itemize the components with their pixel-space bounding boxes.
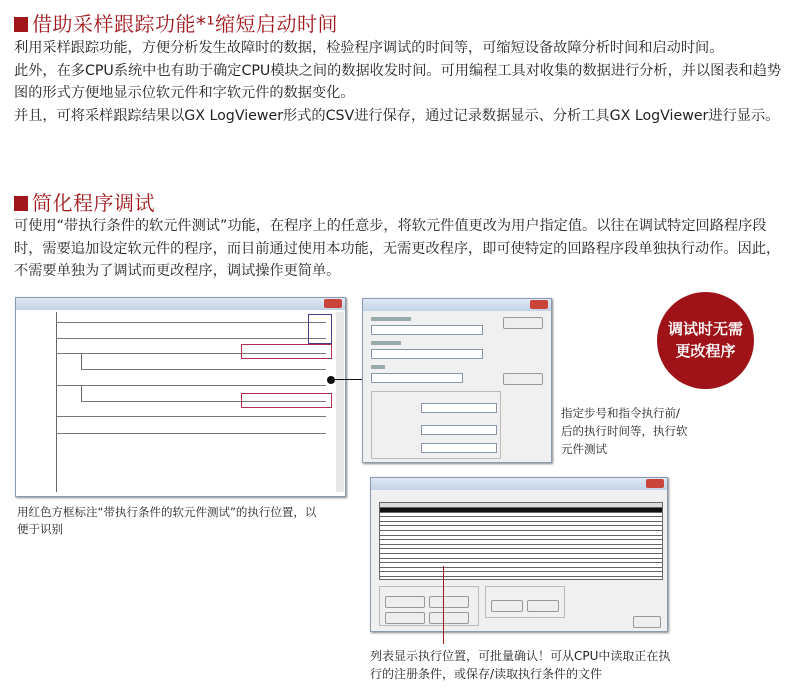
window-titlebar [363,299,551,311]
close-button[interactable] [503,317,543,329]
dialog-caption: 指定步号和指令执行前/后的执行时间等，执行软元件测试 [561,406,688,456]
file-button[interactable] [491,600,523,612]
highlight-badge [657,292,754,389]
ladder-program-screenshot [15,297,346,497]
close-button[interactable] [633,616,661,628]
value-field[interactable] [371,373,463,383]
heading-text: 借助采样跟踪功能*¹缩短启动时间 [32,12,339,36]
close-icon [646,479,664,488]
ladder-left-rail [56,312,57,492]
heading-text: 简化程序调试 [32,191,155,215]
table-caption: 列表显示执行位置，可批量确认！可从CPU中读取正在执行的注册条件，或保存/读取执行条件的文件 [370,649,671,681]
badge-line: 调试时无需 [667,320,743,338]
condition-list-table[interactable] [379,502,663,580]
debug-body: 可使用“带执行条件的软元件测试”功能，在程序上的任意步，将软元件值更改为用户指定值。以往在调试特定回路程序段时，需要追加设定软元件的程序，而目前通过使用本功能，无需更改程序，即可使特定的回路程序段单独执行动作。因此，不需要单独为了调试而更改程序，调试操作更简单。 [14,218,781,279]
registered-conditions-screenshot [370,477,668,632]
callout-line [331,379,363,380]
file-button[interactable] [527,600,559,612]
highlight-box [241,393,332,408]
badge-line: 更改程序 [675,342,736,360]
callout-dot [327,376,335,384]
data-type-select[interactable] [371,349,483,359]
highlight-box [308,314,332,344]
close-icon [530,300,548,309]
callout-line [443,566,444,644]
window-titlebar [371,478,667,490]
list-button[interactable] [385,612,425,624]
ladder-caption: 用红色方框标注“带执行条件的软元件测试”的执行位置，以便于识别 [17,505,317,536]
window-titlebar [16,298,345,310]
timing-select[interactable] [421,443,497,453]
heading-square-icon [14,17,28,32]
heading-square-icon [14,196,28,211]
paragraph: 此外，在多CPU系统中也有助于确定CPU模块之间的数据收发时间。可用编程工具对收集的数据进行分析，并以图表和趋势图的形式方便地显示位软元件和字软元件的数据变化。 [14,62,782,101]
section-heading-sampling-trace [14,8,338,37]
list-button[interactable] [429,596,469,608]
scrollbar[interactable] [336,312,344,492]
highlight-box [241,344,332,359]
program-name-select[interactable] [421,403,497,413]
list-button[interactable] [429,612,469,624]
close-icon [324,299,342,308]
device-test-dialog-screenshot [362,298,552,463]
paragraph: 利用采样跟踪功能，方便分析发生故障时的数据，检验程序调试的时间等，可缩短设备故障分析时间和启动时间。 [14,40,724,56]
step-no-field[interactable] [421,425,497,435]
section-heading-debug [14,187,155,216]
set-button[interactable] [503,373,543,385]
sampling-trace-body [14,37,794,127]
paragraph: 并且，可将采样跟踪结果以GX LogViewer形式的CSV进行保存，通过记录数据显示、分析工具GX LogViewer进行显示。 [14,107,780,124]
device-field[interactable] [371,325,483,335]
list-button[interactable] [385,596,425,608]
